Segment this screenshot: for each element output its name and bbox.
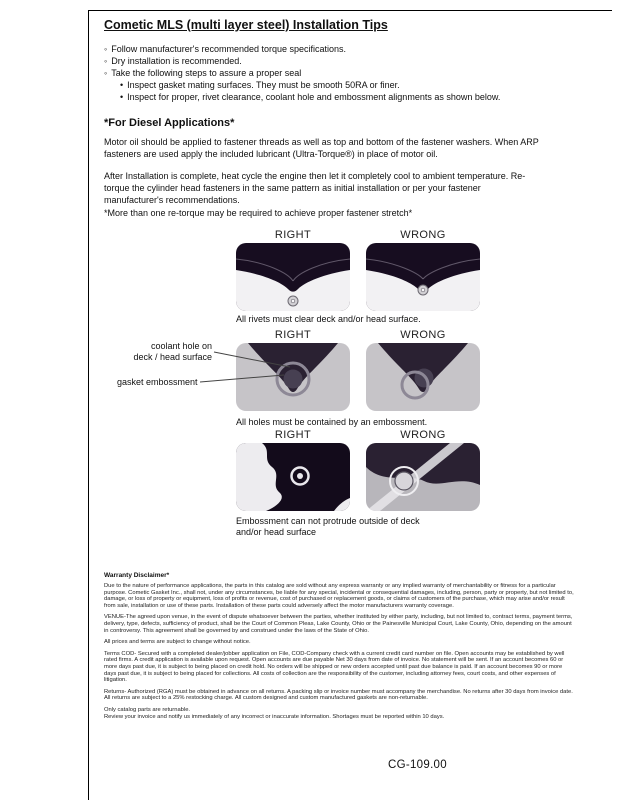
rivet-clearance-right-image xyxy=(236,243,350,311)
diagram3-caption: Embossment can not protrude outside of deck and/or head surface xyxy=(236,516,420,537)
diesel-paragraph-1: Motor oil should be applied to fastener threads as well as top and bottom of the fastener washers. When ARP fasteners are used apply the included lubricant (Ultra-Torque®) in place of motor oil. xyxy=(104,137,539,159)
page-border-top xyxy=(88,10,612,11)
tip-sub-item: • Inspect for proper, rivet clearance, coolant hole and embossment alignments as shown below. xyxy=(120,91,594,103)
diagram2-wrong-label: WRONG xyxy=(400,329,446,341)
terms-cod-paragraph: Terms COD- Secured with a completed dealer/jobber application on File, COD-Company check with a current credit card number on file. Open accounts may be established by well rated firms. A credit application is available upon request. Open accounts are due payable Net 30 days from date of invoice. No statement will be sent. If an account becomes 60 or more days past due, it is subject to being placed on credit hold. No orders will be shipped or new orders accepted until past due balance is paid. If an account becomes 90 or more days past due, it is subject to being placed for collections. All costs of collection are the responsibility of the customer, including attorney fees, court costs, and other expenses of litigation. xyxy=(104,650,565,684)
venue-paragraph: VENUE-The agreed upon venue, in the event of dispute whatsoever between the parties, whether instituted by either party, including, but not limited to, contract terms, payment terms, delivery, type, defects, sufficiency of product, shall be the Court of Common Pleas, Lake County, Ohio or the Painesville Municipal Court, Lake County, Ohio, depending on the amount in controversy. This agreement shall be governed by and construed under the laws of the State of Ohio. xyxy=(104,614,573,634)
diagram1-right-label: RIGHT xyxy=(274,229,312,241)
page-number: CG-109.00 xyxy=(388,759,447,771)
returnable-note: Only catalog parts are returnable. xyxy=(104,706,191,713)
diesel-paragraph-2: After Installation is complete, heat cycle the engine then let it completely cool to ambient temperature. Re-torque the cylinder head fasteners in the same pattern as initial installation or per your fastener manufacturer's recommendations. xyxy=(104,171,526,205)
diagram2-right-label: RIGHT xyxy=(274,329,312,341)
coolant-hole-callout-line1: coolant hole on xyxy=(150,341,212,351)
page-title: Cometic MLS (multi layer steel) Installation Tips xyxy=(104,18,388,32)
warranty-disclaimer-heading: Warranty Disclaimer* xyxy=(104,572,170,579)
installation-tips-list xyxy=(104,43,594,103)
warranty-disclaimer-section xyxy=(104,572,576,725)
coolant-hole-callout xyxy=(104,341,212,363)
gasket-embossment-callout: gasket embossment xyxy=(117,377,198,387)
embossment-containment-wrong-image xyxy=(366,343,480,411)
warranty-paragraph: Due to the nature of performance applications, the parts in this catalog are sold without any express warranty or any implied warranty of merchantability or fitness for a particular purpose. Cometic Gasket Inc., shall not, under any circumstances, be liable for any special, incidental or consequential damages, including, person, party or property, but not limited to, damage, or loss of property or equipment, loss of profits or revenue, cost of purchased or replacement goods, or claims of customers of the purchase, which may arise and/or result from sale, installation or use of these parts. Installation of these parts could adversely affect the motor manufacturers warranty coverage. xyxy=(104,583,574,609)
diagram3-wrong-label: WRONG xyxy=(400,429,446,441)
embossment-containment-right-image xyxy=(236,343,350,411)
tip-item: ◦ Take the following steps to assure a proper seal xyxy=(104,67,594,79)
tip-item: ◦ Dry installation is recommended. xyxy=(104,55,594,67)
prices-terms-paragraph: All prices and terms are subject to change without notice. xyxy=(104,639,251,646)
tip-item: ◦ Follow manufacturer's recommended torque specifications. xyxy=(104,43,594,55)
rivet-clearance-wrong-image xyxy=(366,243,480,311)
diagram2-caption: All holes must be contained by an embossment. xyxy=(236,417,428,427)
coolant-hole-callout-line2: deck / head surface xyxy=(133,352,212,362)
embossment-protrusion-right-image xyxy=(236,443,350,511)
tip-sub-item: • Inspect gasket mating surfaces. They must be smooth 50RA or finer. xyxy=(120,79,594,91)
invoice-review-note: Review your invoice and notify us immediately of any incorrect or inaccurate information. Shortages must be reported within 10 days. xyxy=(104,713,445,720)
embossment-protrusion-wrong-image xyxy=(366,443,480,511)
diesel-applications-heading: *For Diesel Applications* xyxy=(104,117,235,129)
retorque-note: *More than one re-torque may be required to achieve proper fastener stretch* xyxy=(104,208,413,218)
diagram1-caption: All rivets must clear deck and/or head surface. xyxy=(236,314,421,324)
diagram3-right-label: RIGHT xyxy=(274,429,312,441)
returns-paragraph: Returns- Authorized (RGA) must be obtained in advance on all returns. A packing slip or invoice number must accompany the merchandise. No returns after 30 days from invoice date. All returns are subject to a 25% restocking charge. All custom designed and custom manufactured gaskets are non-returnable. xyxy=(104,688,573,702)
page-border-left xyxy=(88,10,89,800)
diagram1-wrong-label: WRONG xyxy=(400,229,446,241)
